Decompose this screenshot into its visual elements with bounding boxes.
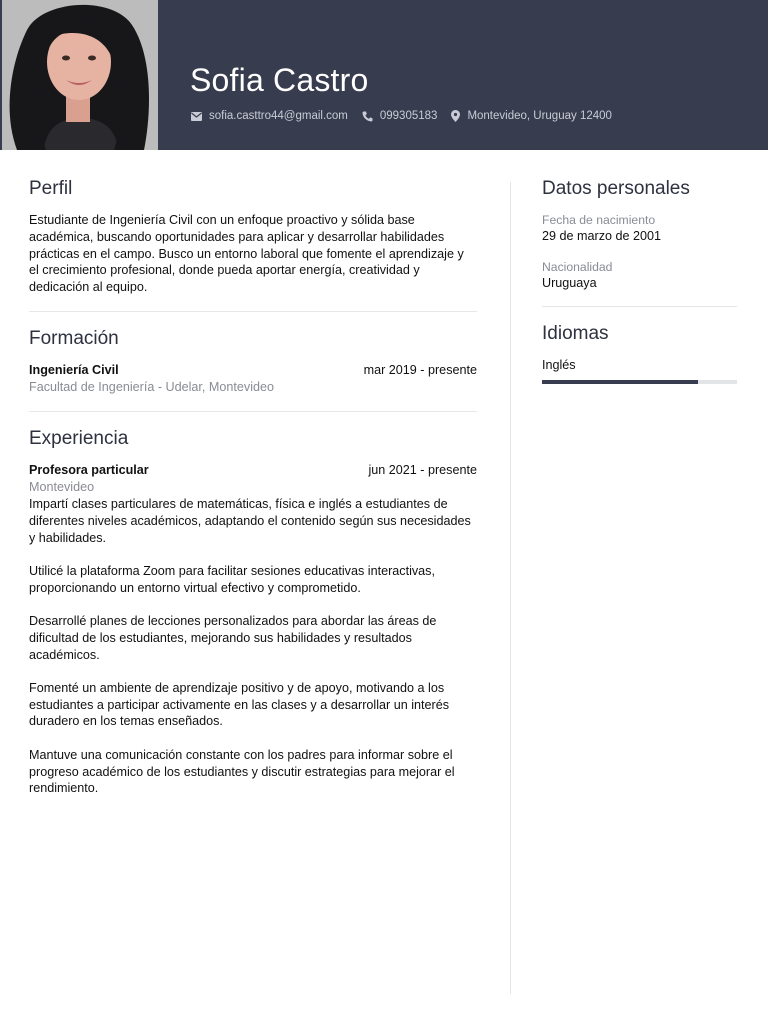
languages-title: Idiomas [542, 323, 609, 344]
language-name: Inglés [542, 358, 576, 372]
section-divider [29, 311, 477, 312]
education-section [29, 328, 477, 396]
language-item [542, 357, 737, 384]
experience-section [29, 428, 477, 797]
header-banner [0, 0, 768, 150]
education-entry-header [29, 362, 477, 379]
job-location: Montevideo [29, 479, 95, 494]
profile-photo [2, 0, 158, 150]
phone-text: 099305183 [379, 110, 438, 122]
language-level-fill [542, 380, 698, 384]
section-divider [542, 306, 737, 307]
experience-title: Experiencia [29, 427, 129, 449]
education-dates: mar 2019 - presente [363, 362, 477, 377]
phone-icon [362, 111, 373, 122]
nationality-value: Uruguaya [542, 276, 597, 290]
job-dates: jun 2021 - presente [368, 462, 477, 477]
email-text: sofia.casttro44@gmail.com [209, 110, 348, 122]
contact-phone[interactable] [362, 110, 438, 122]
degree-title: Ingeniería Civil [29, 362, 119, 377]
contact-bar [191, 110, 626, 122]
personal-data-section [542, 178, 737, 292]
candidate-name: Sofia Castro [190, 62, 369, 98]
section-divider [29, 411, 477, 412]
contact-location [451, 110, 612, 122]
experience-paragraph: Mantuve una comunicación constante con los padres para informar sobre el progreso académico de los estudiantes y discutir estrategias para mejorar el rendimiento. [29, 747, 455, 796]
experience-paragraph: Impartí clases particulares de matemáticas, física e inglés a estudiantes de diferentes niveles académicos, adaptando el contenido según sus necesidades y habilidades. [29, 496, 471, 545]
contact-email[interactable] [191, 110, 348, 122]
birth-date-label: Fecha de nacimiento [542, 213, 656, 227]
nationality-label: Nacionalidad [542, 260, 613, 274]
job-role: Profesora particular [29, 462, 149, 477]
profile-text: Estudiante de Ingeniería Civil con un enfoque proactivo y sólida base académica, buscando oportunidades para aplicar y desarrollar habilidades prácticas en el campo. Busco un entorno laboral que fomente el aprendizaje y el crecimiento profesional, donde pueda aportar energía, creatividad y dedicación al equipo. [29, 213, 464, 295]
experience-paragraph: Utilicé la plataforma Zoom para facilitar sesiones educativas interactivas, proporcionando un entorno virtual efectivo y comprometido. [29, 563, 435, 595]
envelope-icon [191, 112, 202, 121]
map-pin-icon [451, 110, 460, 122]
location-text: Montevideo, Uruguay 12400 [467, 110, 612, 122]
institution-name: Facultad de Ingeniería - Udelar, Montevideo [29, 379, 275, 394]
profile-section [29, 178, 477, 296]
experience-paragraph: Desarrollé planes de lecciones personalizados para abordar las áreas de dificultad de los estudiantes, mejorando sus habilidades y resultados académicos. [29, 613, 437, 662]
personal-data-title: Datos personales [542, 178, 690, 199]
birth-date-value: 29 de marzo de 2001 [542, 229, 662, 243]
education-title: Formación [29, 327, 119, 349]
column-divider [510, 182, 511, 994]
sidebar-column [542, 178, 737, 384]
language-level-bar [542, 380, 737, 384]
languages-section [542, 323, 737, 384]
portrait-image [2, 0, 158, 150]
experience-paragraph: Fomenté un ambiente de aprendizaje positivo y de apoyo, motivando a los estudiantes a participar activamente en las clases y a desarrollar un interés duradero en los temas enseñados. [29, 680, 450, 729]
experience-entry-header [29, 462, 477, 479]
profile-title: Perfil [29, 178, 73, 199]
main-column [29, 178, 477, 814]
